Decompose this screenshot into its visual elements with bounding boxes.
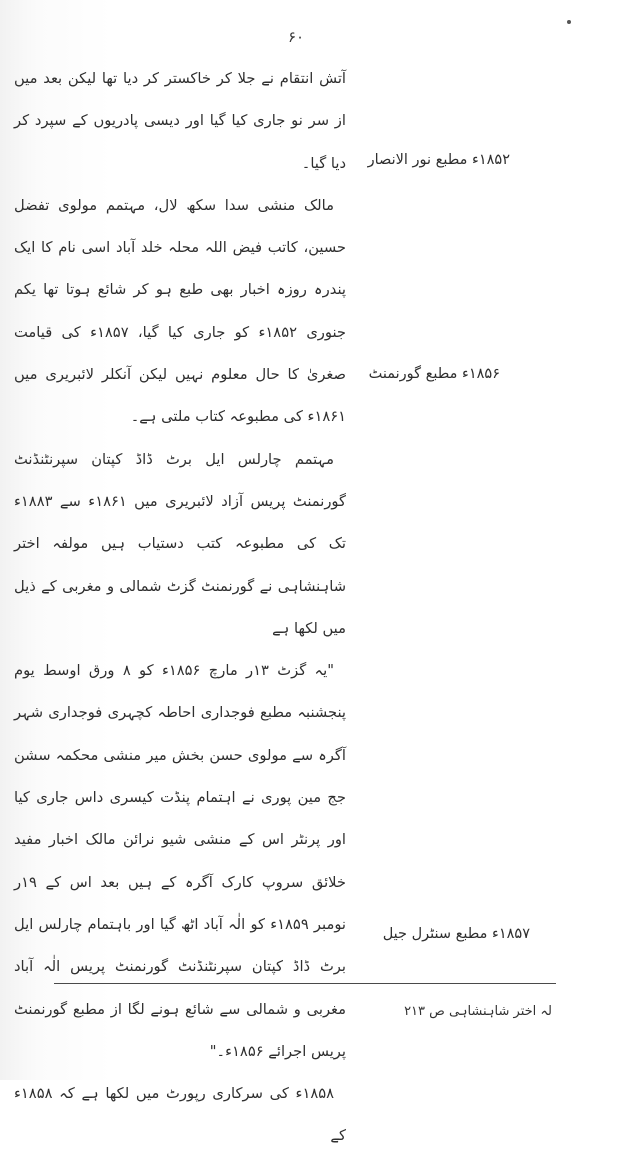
- paragraph-2: مالک منشی سدا سکھ لال، مہتمم مولوی تفضل حسین، کاتب فیض اللہ محلہ خلد آباد اسی نام کا ایک پندرہ روزہ اخبار بھی طبع ہو کر شائع ہوتا تھا یکم جنوری ۱۸۵۲ء کو جاری کیا گیا، ۱۸۵۷ء کی قیامت صغریٰ کا حال معلوم نہیں لیکن آنکلر لائبریری میں ۱۸۶۱ء کی مطبوعہ کتاب ملتی ہے۔: [14, 196, 347, 426]
- footnote-divider: [54, 983, 556, 984]
- margin-note-1: ۱۸۵۲ء مطبع نور الانصار: [367, 152, 510, 168]
- footnote: لہ اختر شاہنشاہی ص ۲۱۳: [404, 1004, 552, 1019]
- paragraph-1: آتش انتقام نے جلا کر خاکستر کر دیا تھا لیکن بعد میں از سر نو جاری کیا گیا اور دیسی پادریوں کے سپرد کر دیا گیا۔: [14, 70, 346, 172]
- quoted-paragraph: "یہ گزٹ ۱۳ر مارچ ۱۸۵۶ء کو ۸ ورق اوسط یوم پنجشنبہ مطبع فوجداری احاطہ کچہری فوجداری شہر آگرہ سے مولوی حسن بخش میر منشی محکمہ سشن جج مین پوری نے اہتمام پنڈت کیسری داس جاری کیا اور پرنٹر اس کے منشی شیو نرائن مالک اخبار مفید خلائق سروپ کارک آگرہ کے ہیں بعد اس کے ۱۹ر نومبر ۱۸۵۹ء کو الٰہ آباد اٹھ گیا اور باہتمام چارلس ایل برٹ ڈاڈ کپتان سپرنٹنڈنٹ گورنمنٹ پریس الٰہ آباد مغربی و شمالی سے شائع ہونے لگا از مطبع گورنمنٹ پریس اجرائے ۱۸۵۶ء۔": [14, 662, 347, 1060]
- paragraph-5: ۱۸۵۸ء کی سرکاری رپورٹ میں لکھا ہے کہ ۱۸۵۸ء کے: [14, 1085, 346, 1145]
- page-number: ۶۰: [287, 28, 305, 46]
- margin-note-3: ۱۸۵۷ء مطبع سنٹرل جیل: [382, 926, 530, 942]
- margin-note-2: ۱۸۵۶ء مطبع گورنمنٹ: [368, 366, 500, 382]
- main-text-block: [14, 58, 346, 1158]
- corner-dot-mark: [567, 20, 571, 24]
- paragraph-3: مہتمم چارلس ایل برٹ ڈاڈ کپتان سپرنٹنڈنٹ گورنمنٹ پریس آزاد لائبریری میں ۱۸۶۱ء سے ۱۸۸۳ء تک کی مطبوعہ کتب دستیاب ہیں مولفہ اختر شاہنشاہی نے گورنمنٹ گزٹ شمالی و مغربی کے ذیل میں لکھا ہے: [14, 450, 347, 637]
